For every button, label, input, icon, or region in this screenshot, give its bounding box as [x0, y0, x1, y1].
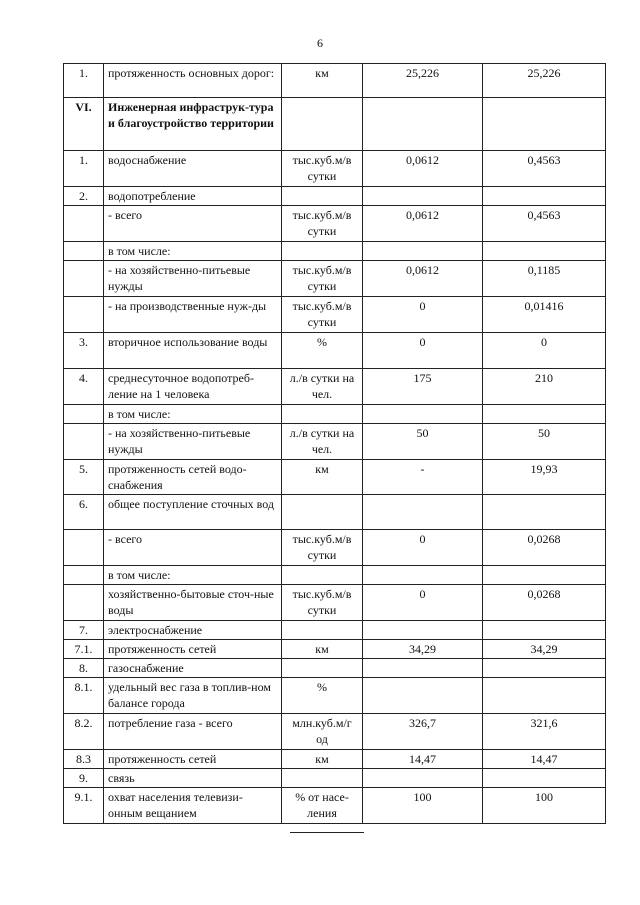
table-row — [64, 769, 606, 788]
row-number: 8.3 — [64, 750, 104, 769]
table-row — [64, 750, 606, 769]
table-row — [64, 369, 606, 405]
table-row — [64, 333, 606, 369]
row-value-planned — [483, 769, 606, 788]
row-number: 8.2. — [64, 714, 104, 750]
row-name: водоснабжение — [104, 151, 282, 187]
row-number: 9.1. — [64, 788, 104, 824]
row-name: удельный вес газа в топлив-ном балансе города — [104, 678, 282, 714]
row-number — [64, 261, 104, 297]
row-number: 1. — [64, 151, 104, 187]
row-name: протяженность сетей — [104, 750, 282, 769]
row-number: 6. — [64, 495, 104, 530]
row-name: - на производственные нуж-ды — [104, 297, 282, 333]
page-number: 6 — [317, 36, 323, 50]
row-value-current — [363, 405, 483, 424]
row-unit: тыс.куб.м/в сутки — [282, 530, 363, 566]
row-value-current — [363, 242, 483, 261]
row-unit — [282, 242, 363, 261]
table-row — [64, 714, 606, 750]
row-value-current: - — [363, 460, 483, 495]
table-row — [64, 206, 606, 242]
table-row — [64, 566, 606, 585]
section-number: VI. — [64, 98, 104, 151]
row-unit: тыс.куб.м/в сутки — [282, 151, 363, 187]
row-value-planned: 0,4563 — [483, 206, 606, 242]
row-unit — [282, 187, 363, 206]
row-unit — [282, 769, 363, 788]
row-name: в том числе: — [104, 566, 282, 585]
row-value-planned — [483, 495, 606, 530]
row-value-current — [363, 98, 483, 151]
row-value-planned: 34,29 — [483, 640, 606, 659]
row-value-planned — [483, 678, 606, 714]
row-value-planned: 0,0268 — [483, 585, 606, 621]
row-value-planned: 0,4563 — [483, 151, 606, 187]
row-value-current — [363, 566, 483, 585]
row-value-planned — [483, 659, 606, 678]
row-number: 8. — [64, 659, 104, 678]
row-number — [64, 424, 104, 460]
row-value-current: 50 — [363, 424, 483, 460]
row-unit — [282, 495, 363, 530]
row-unit: тыс.куб.м/в сутки — [282, 206, 363, 242]
row-value-current: 34,29 — [363, 640, 483, 659]
table-row — [64, 151, 606, 187]
row-name: протяженность основных дорог: — [104, 64, 282, 98]
row-value-current: 0 — [363, 333, 483, 369]
row-name: электроснабжение — [104, 621, 282, 640]
row-value-planned: 0,01416 — [483, 297, 606, 333]
row-value-current: 0 — [363, 297, 483, 333]
table-row — [64, 640, 606, 659]
row-value-planned: 321,6 — [483, 714, 606, 750]
row-unit: тыс.куб.м/в сутки — [282, 585, 363, 621]
row-unit: % — [282, 678, 363, 714]
row-value-planned: 0,0268 — [483, 530, 606, 566]
row-unit: тыс.куб.м/в сутки — [282, 261, 363, 297]
section-row — [64, 98, 606, 151]
row-unit: тыс.куб.м/в сутки — [282, 297, 363, 333]
row-value-planned: 210 — [483, 369, 606, 405]
row-name: потребление газа - всего — [104, 714, 282, 750]
row-value-current: 0,0612 — [363, 151, 483, 187]
row-number: 7.1. — [64, 640, 104, 659]
closing-divider — [290, 832, 364, 833]
row-value-planned: 50 — [483, 424, 606, 460]
table-row — [64, 621, 606, 640]
row-name: - всего — [104, 206, 282, 242]
row-value-current: 326,7 — [363, 714, 483, 750]
table-row — [64, 495, 606, 530]
row-unit: % от насе-ления — [282, 788, 363, 824]
row-unit: км — [282, 640, 363, 659]
row-name: среднесуточное водопотреб-ление на 1 человека — [104, 369, 282, 405]
row-name: протяженность сетей — [104, 640, 282, 659]
table-row — [64, 659, 606, 678]
row-unit — [282, 621, 363, 640]
row-unit: млн.куб.м/г од — [282, 714, 363, 750]
row-name: водопотребление — [104, 187, 282, 206]
row-value-current: 0,0612 — [363, 206, 483, 242]
table-row — [64, 424, 606, 460]
row-value-current: 0,0612 — [363, 261, 483, 297]
row-value-current: 175 — [363, 369, 483, 405]
row-value-current — [363, 678, 483, 714]
row-number — [64, 297, 104, 333]
row-value-planned: 19,93 — [483, 460, 606, 495]
table-row — [64, 530, 606, 566]
table-row — [64, 242, 606, 261]
row-unit: км — [282, 750, 363, 769]
row-name: в том числе: — [104, 405, 282, 424]
row-value-planned — [483, 98, 606, 151]
table-row — [64, 585, 606, 621]
row-number: 5. — [64, 460, 104, 495]
row-name: хозяйственно-бытовые сточ-ные воды — [104, 585, 282, 621]
row-number: 4. — [64, 369, 104, 405]
row-value-planned: 0,1185 — [483, 261, 606, 297]
row-name: газоснабжение — [104, 659, 282, 678]
row-unit: л./в сутки на чел. — [282, 424, 363, 460]
row-name: - на хозяйственно-питьевые нужды — [104, 424, 282, 460]
row-unit — [282, 405, 363, 424]
row-number — [64, 566, 104, 585]
row-value-current — [363, 187, 483, 206]
row-unit: л./в сутки на чел. — [282, 369, 363, 405]
row-name: - на хозяйственно-питьевые нужды — [104, 261, 282, 297]
row-name: в том числе: — [104, 242, 282, 261]
table-row — [64, 405, 606, 424]
table-row — [64, 187, 606, 206]
row-name: - всего — [104, 530, 282, 566]
table-row — [64, 788, 606, 824]
row-number — [64, 206, 104, 242]
row-value-current: 0 — [363, 585, 483, 621]
row-value-current: 14,47 — [363, 750, 483, 769]
row-value-planned — [483, 242, 606, 261]
row-name: вторичное использование воды — [104, 333, 282, 369]
row-name: протяженность сетей водо-снабжения — [104, 460, 282, 495]
row-number — [64, 405, 104, 424]
row-number — [64, 530, 104, 566]
row-value-current: 100 — [363, 788, 483, 824]
row-number: 9. — [64, 769, 104, 788]
row-number — [64, 585, 104, 621]
row-value-current — [363, 659, 483, 678]
row-value-current — [363, 769, 483, 788]
table-row — [64, 460, 606, 495]
row-value-current — [363, 495, 483, 530]
row-unit: км — [282, 64, 363, 98]
indicators-table — [63, 63, 606, 824]
row-value-planned — [483, 621, 606, 640]
table-row — [64, 261, 606, 297]
row-number: 8.1. — [64, 678, 104, 714]
row-unit — [282, 98, 363, 151]
section-title: Инженерная инфраструк-тура и благоустройство территории — [104, 98, 282, 151]
row-value-planned: 14,47 — [483, 750, 606, 769]
row-number: 3. — [64, 333, 104, 369]
row-number: 7. — [64, 621, 104, 640]
row-value-current: 25,226 — [363, 64, 483, 98]
row-value-planned — [483, 405, 606, 424]
row-name: охват населения телевизи-онным вещанием — [104, 788, 282, 824]
row-value-planned: 100 — [483, 788, 606, 824]
table-row — [64, 678, 606, 714]
row-unit — [282, 659, 363, 678]
row-value-current — [363, 621, 483, 640]
table-row — [64, 64, 606, 98]
row-unit: % — [282, 333, 363, 369]
row-number: 2. — [64, 187, 104, 206]
row-value-planned: 0 — [483, 333, 606, 369]
row-number: 1. — [64, 64, 104, 98]
row-name: связь — [104, 769, 282, 788]
row-value-planned: 25,226 — [483, 64, 606, 98]
row-value-planned — [483, 566, 606, 585]
row-value-current: 0 — [363, 530, 483, 566]
row-unit — [282, 566, 363, 585]
row-unit: км — [282, 460, 363, 495]
row-name: общее поступление сточных вод — [104, 495, 282, 530]
table-row — [64, 297, 606, 333]
row-value-planned — [483, 187, 606, 206]
row-number — [64, 242, 104, 261]
